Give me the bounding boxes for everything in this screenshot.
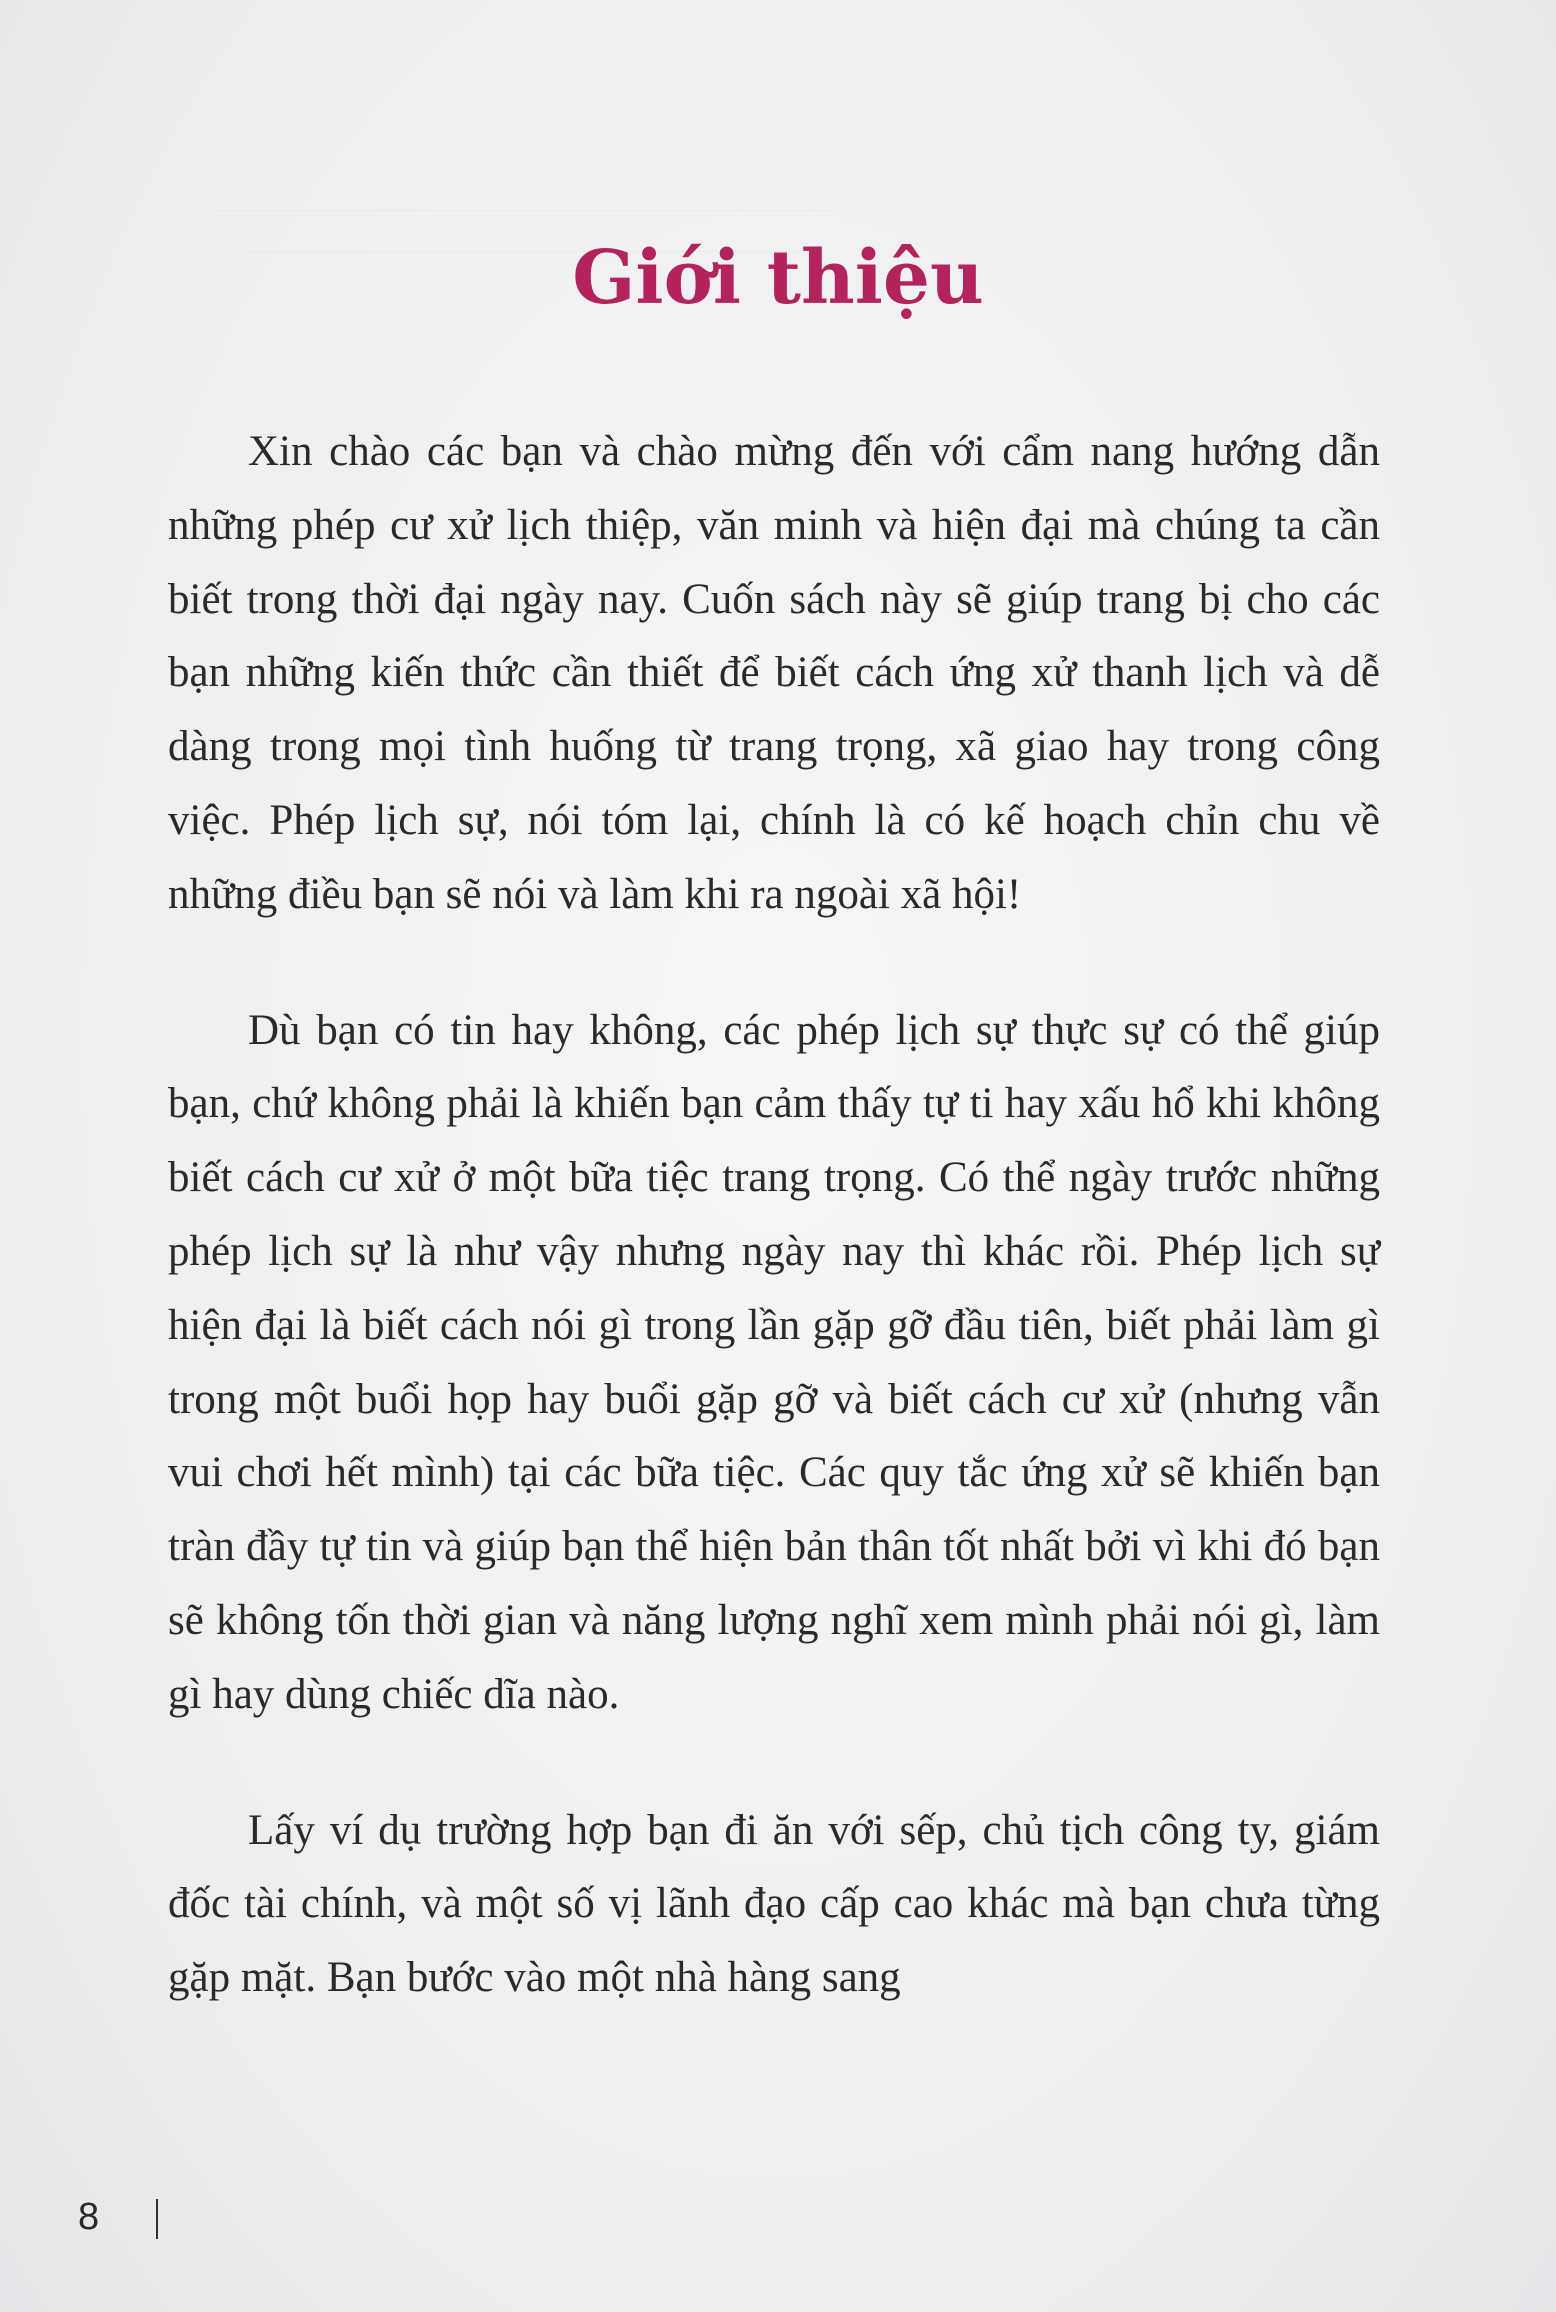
- page-title: Giới thiệu: [572, 235, 984, 321]
- body-text: [168, 415, 1380, 2077]
- page-number: 8: [78, 2196, 100, 2238]
- paragraph-3: Lấy ví dụ trường hợp bạn đi ăn với sếp, chủ tịch công ty, giám đốc tài chính, và một số vị lãnh đạo cấp cao khác mà bạn chưa từng gặp mặt. Bạn bước vào một nhà hàng sang: [168, 1806, 1380, 2002]
- paragraph-1: Xin chào các bạn và chào mừng đến với cẩm nang hướng dẫn những phép cư xử lịch thiệp, văn minh và hiện đại mà chúng ta cần biết trong thời đại ngày nay. Cuốn sách này sẽ giúp trang bị cho các bạn những kiến thức cần thiết để biết cách ứng xử thanh lịch và dễ dàng trong mọi tình huống từ trang trọng, xã giao hay trong công việc. Phép lịch sự, nói tóm lại, chính là có kế hoạch chỉn chu về những điều bạn sẽ nói và làm khi ra ngoài xã hội!: [168, 428, 1380, 918]
- footer-divider: [156, 2199, 158, 2239]
- paragraph-2: Dù bạn có tin hay không, các phép lịch sự thực sự có thể giúp bạn, chứ không phải là khiến bạn cảm thấy tự ti hay xấu hổ khi không biết cách cư xử ở một bữa tiệc trang trọng. Có thể ngày trước những phép lịch sự là như vậy nhưng ngày nay thì khác rồi. Phép lịch sự hiện đại là biết cách nói gì trong lần gặp gỡ đầu tiên, biết phải làm gì trong một buổi họp hay buổi gặp gỡ và biết cách cư xử (nhưng vẫn vui chơi hết mình) tại các bữa tiệc. Các quy tắc ứng xử sẽ khiến bạn tràn đầy tự tin và giúp bạn thể hiện bản thân tốt nhất bởi vì khi đó bạn sẽ không tốn thời gian và năng lượng nghĩ xem mình phải nói gì, làm gì hay dùng chiếc dĩa nào.: [168, 1006, 1380, 1718]
